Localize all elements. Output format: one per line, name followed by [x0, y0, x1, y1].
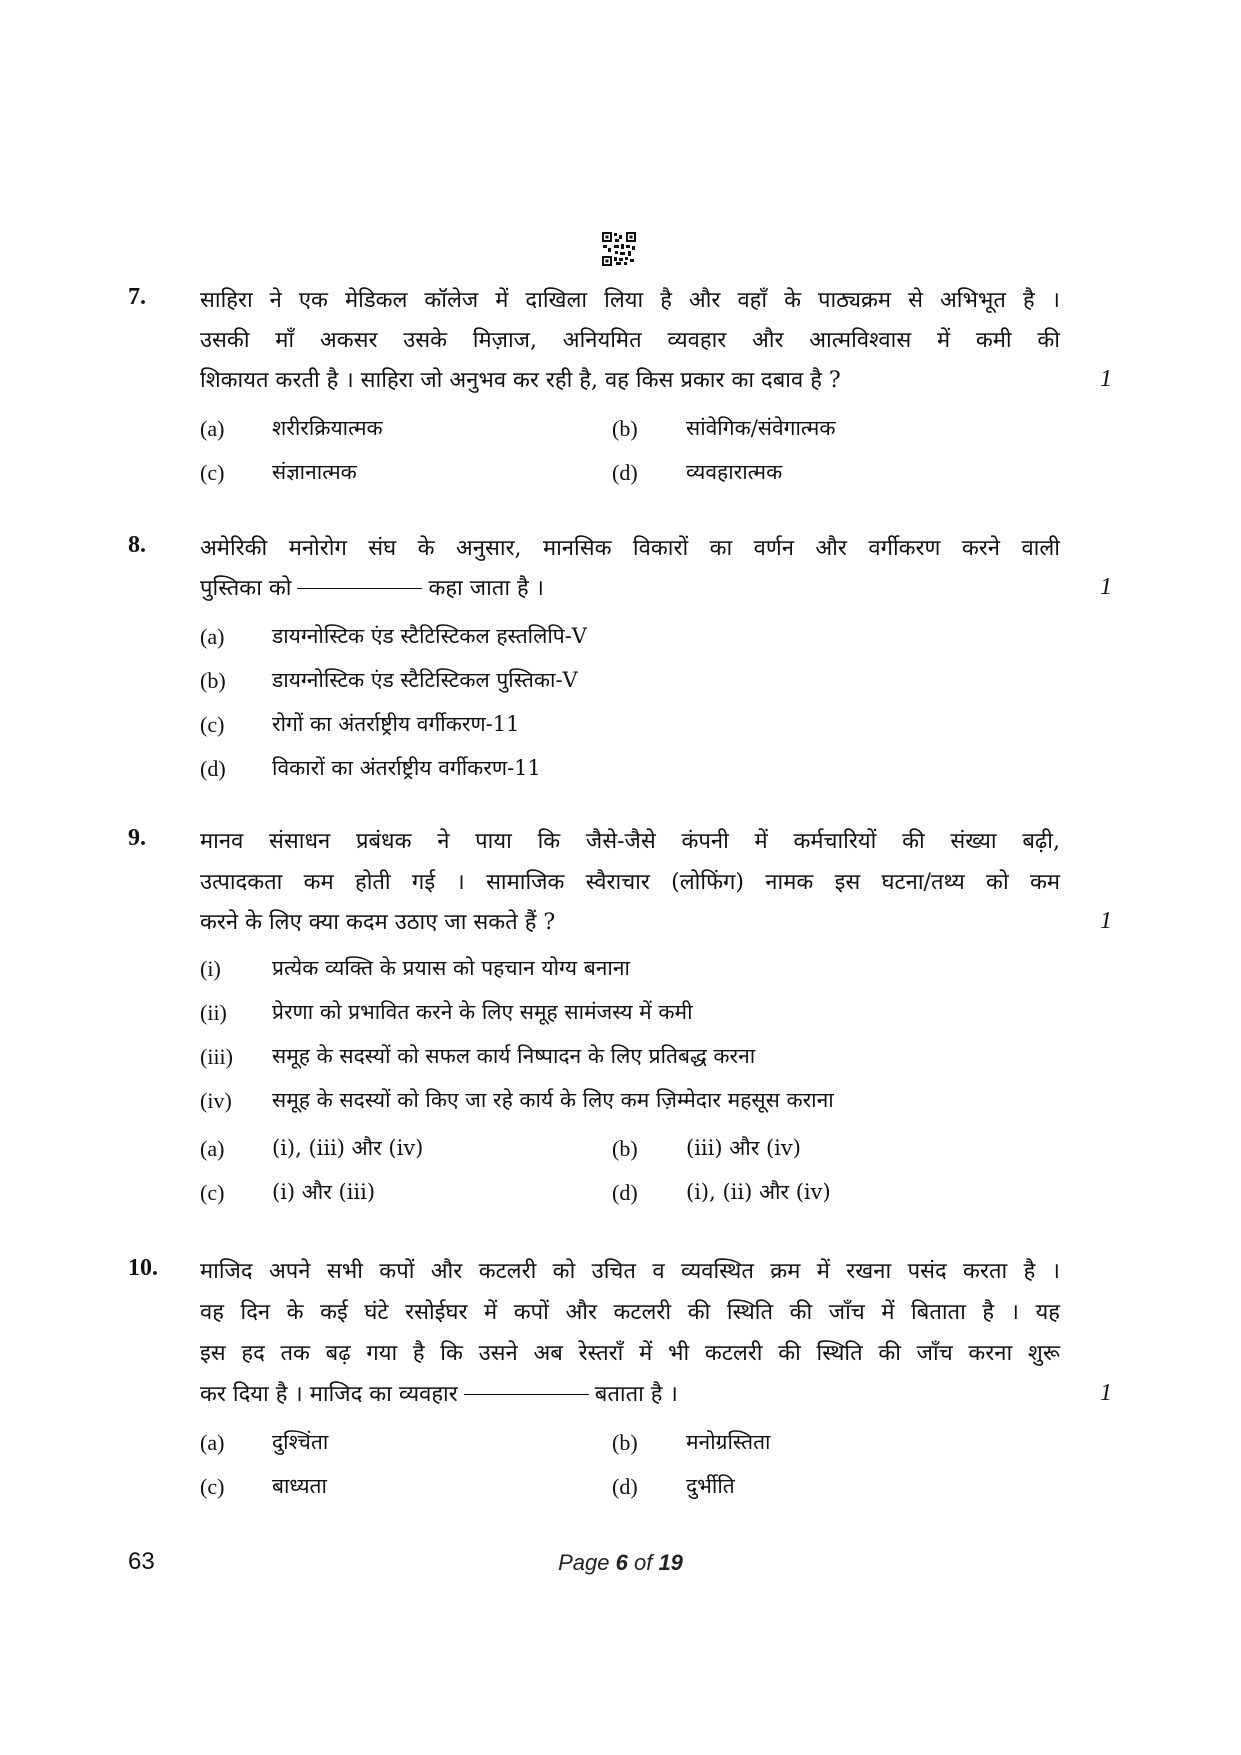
option-text: डायग्नोस्टिक एंड स्टैटिस्टिकल हस्तलिपि-V: [272, 624, 587, 648]
question-text-line: उत्पादकता कम होती गई । सामाजिक स्वैराचार (लोफिंग) नामक इस घटना/तथ्य को कम: [200, 870, 1060, 895]
statement-label: (ii): [200, 1000, 227, 1025]
statement-text: समूह के सदस्यों को सफल कार्य निष्पादन के लिए प्रतिबद्ध करना: [272, 1044, 756, 1068]
question-text: बताता है ।: [594, 1382, 678, 1407]
qr-code: [602, 232, 636, 266]
question-text-line: उसकी माँ अकसर उसके मिज़ाज, अनियमित व्यवहार और आत्मविश्वास में कमी की: [200, 328, 1060, 353]
page-current: 6: [615, 1550, 628, 1575]
page-word: Page: [558, 1550, 610, 1575]
question-text-line: साहिरा ने एक मेडिकल कॉलेज में दाखिला लिया है और वहाँ के पाठ्यक्रम से अभिभूत है ।: [200, 288, 1060, 313]
paper-code: 63: [128, 1548, 155, 1575]
option-label: (d): [612, 1180, 638, 1205]
option-label: (a): [200, 416, 225, 441]
option-label: (d): [612, 460, 638, 485]
question-text-line: [200, 572, 1060, 602]
option-text: रोगों का अंतर्राष्ट्रीय वर्गीकरण-11: [272, 712, 520, 736]
question-number: 8.: [128, 532, 146, 558]
option-text: मनोग्रस्तिता: [686, 1430, 771, 1454]
option-text: सांवेगिक/संवेगात्मक: [686, 416, 836, 440]
option-label: (b): [612, 1136, 638, 1161]
option-text: (i), (iii) और (iv): [272, 1136, 424, 1160]
marks-label: 1: [1100, 1380, 1112, 1406]
option-text: दुर्भीति: [686, 1474, 735, 1498]
option-label: (b): [612, 416, 638, 441]
option-text: शरीरक्रियात्मक: [272, 416, 383, 440]
of-word: of: [633, 1550, 653, 1575]
statement-label: (i): [200, 956, 221, 981]
option-label: (c): [200, 1180, 225, 1205]
statement-text: समूह के सदस्यों को किए जा रहे कार्य के लिए कम ज़िम्मेदार महसूस कराना: [272, 1088, 834, 1112]
question-text-line: वह दिन के कई घंटे रसोईघर में कपों और कटलरी की स्थिति की जाँच में बिताता है । यह: [200, 1300, 1060, 1325]
answer-blank: [297, 588, 422, 589]
option-label: (d): [612, 1474, 638, 1499]
option-label: (c): [200, 712, 225, 737]
option-label: (b): [200, 668, 226, 693]
option-label: (a): [200, 1430, 225, 1455]
option-label: (c): [200, 460, 225, 485]
question-text-line: शिकायत करती है । साहिरा जो अनुभव कर रही है, वह किस प्रकार का दबाव है ?: [200, 368, 841, 393]
marks-label: 1: [1100, 366, 1112, 392]
option-text: डायग्नोस्टिक एंड स्टैटिस्टिकल पुस्तिका-V: [272, 668, 578, 692]
option-label: (a): [200, 624, 225, 649]
question-number: 9.: [128, 825, 146, 851]
option-text: बाध्यता: [272, 1474, 327, 1498]
option-text: (iii) और (iv): [686, 1136, 801, 1160]
option-text: (i) और (iii): [272, 1180, 376, 1204]
statement-text: प्रेरणा को प्रभावित करने के लिए समूह सामंजस्य में कमी: [272, 1000, 693, 1024]
question-text-line: मानव संसाधन प्रबंधक ने पाया कि जैसे-जैसे कंपनी में कर्मचारियों की संख्या बढ़ी,: [200, 829, 1060, 854]
option-label: (c): [200, 1474, 225, 1499]
statement-label: (iv): [200, 1088, 232, 1113]
question-text-line: करने के लिए क्या कदम उठाए जा सकते हैं ?: [200, 910, 556, 935]
statement-label: (iii): [200, 1044, 233, 1069]
question-text: कहा जाता है ।: [428, 576, 545, 601]
marks-label: 1: [1100, 908, 1112, 934]
question-text-line: माजिद अपने सभी कपों और कटलरी को उचित व व्यवस्थित क्रम में रखना पसंद करता है ।: [200, 1259, 1060, 1284]
question-text: कर दिया है । माजिद का व्यवहार: [200, 1382, 458, 1407]
question-text-line: इस हद तक बढ़ गया है कि उसने अब रेस्तराँ में भी कटलरी की स्थिति की जाँच करना शुरू: [200, 1341, 1060, 1366]
page-indicator: [0, 1550, 1241, 1576]
question-number: 10.: [128, 1255, 158, 1281]
question-text-line: [200, 1378, 1060, 1408]
marks-label: 1: [1100, 574, 1112, 600]
option-label: (d): [200, 756, 226, 781]
option-label: (a): [200, 1136, 225, 1161]
option-text: (i), (ii) और (iv): [686, 1180, 831, 1204]
option-text: संज्ञानात्मक: [272, 460, 357, 484]
option-label: (b): [612, 1430, 638, 1455]
option-text: दुश्चिंता: [272, 1430, 329, 1454]
question-text: पुस्तिका को: [200, 576, 292, 601]
question-number: 7.: [128, 284, 146, 310]
option-text: व्यवहारात्मक: [686, 460, 783, 484]
answer-blank: [464, 1394, 589, 1395]
page-total: 19: [658, 1550, 683, 1575]
option-text: विकारों का अंतर्राष्ट्रीय वर्गीकरण-11: [272, 756, 541, 780]
question-text-line: अमेरिकी मनोरोग संघ के अनुसार, मानसिक विकारों का वर्णन और वर्गीकरण करने वाली: [200, 536, 1060, 561]
statement-text: प्रत्येक व्यक्ति के प्रयास को पहचान योग्य बनाना: [272, 956, 630, 980]
